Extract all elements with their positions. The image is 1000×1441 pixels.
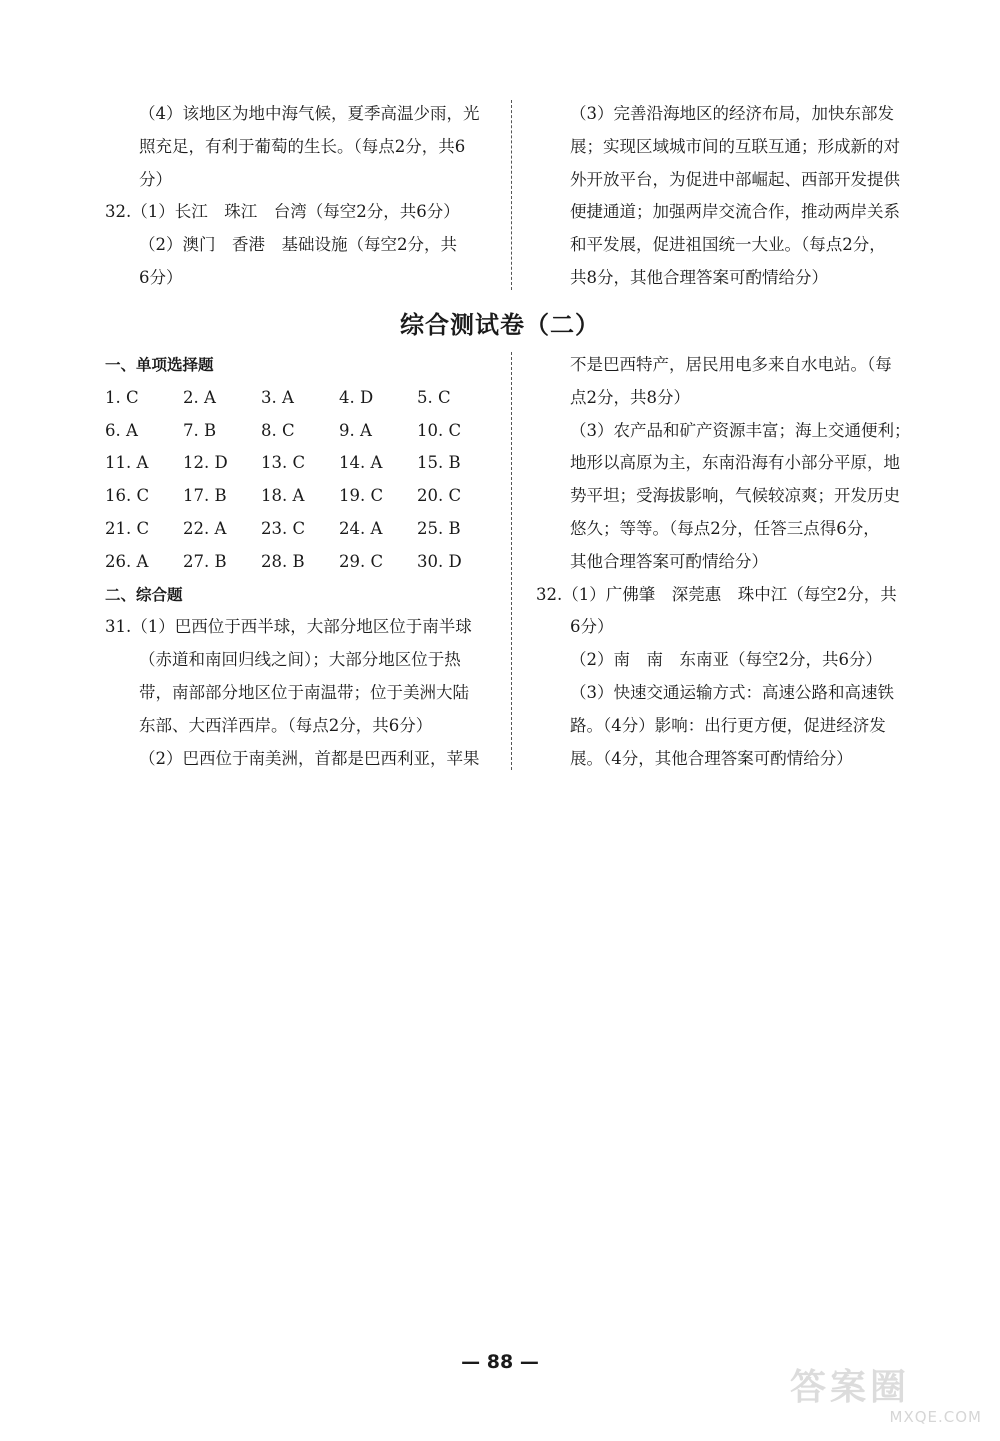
answer-line: 悠久；等等。（每点2分，任答三点得6分， [570, 518, 880, 538]
page-number: — 88 — [461, 1351, 539, 1373]
answer-line: 带，南部部分地区位于南温带；位于美洲大陆 [139, 682, 469, 702]
mc-answer: 27. B [183, 551, 227, 571]
answer-line-q31-2: （2）巴西位于南美洲，首都是巴西利亚，苹果 [139, 748, 480, 768]
mc-answer: 5. C [417, 387, 451, 407]
answer-line: 不是巴西特产，居民用电多来自水电站。（每 [570, 355, 892, 374]
answer-line-q32-1: 32.（1）广佛肇 深莞惠 珠中江（每空2分，共 [536, 584, 897, 604]
mc-answer: 16. C [105, 486, 150, 506]
top-left-column [105, 98, 497, 295]
mc-answer: 7. B [183, 420, 217, 440]
mc-answer: 4. D [339, 387, 374, 407]
mc-answer-grid [105, 382, 497, 579]
section-heading-comprehensive: 二、综合题 [105, 585, 183, 604]
mc-answer: 15. B [417, 453, 461, 473]
answer-line: 东部、大西洋西岸。（每点2分，共6分） [139, 715, 433, 735]
answer-line-q32-1: 32.（1）长江 珠江 台湾（每空2分，共6分） [105, 202, 460, 222]
mc-answer: 6. A [105, 420, 138, 440]
watermark-url: MXQE.COM [889, 1408, 982, 1426]
mc-answer: 24. A [339, 518, 383, 538]
mc-answer: 25. B [417, 518, 461, 538]
answer-line: 分） [139, 169, 172, 189]
answer-line-q32-3: （3）快速交通运输方式：高速公路和高速铁 [570, 682, 894, 702]
mc-answer: 20. C [417, 486, 462, 506]
answer-line: 展。（4分，其他合理答案可酌情给分） [570, 748, 853, 768]
mc-answer: 30. D [417, 551, 462, 571]
answer-line: 6分） [139, 267, 183, 287]
answer-line: 外开放平台，为促进中部崛起、西部开发提供 [570, 169, 900, 189]
answer-line: 点2分，共8分） [570, 387, 690, 407]
answer-line: 路。（4分）影响：出行更方便，促进经济发 [570, 715, 886, 735]
column-divider-bottom [511, 352, 512, 770]
answer-line-q32-2: （2）南 南 东南亚（每空2分，共6分） [570, 650, 882, 670]
section-heading-mc: 一、单项选择题 [105, 356, 214, 374]
mc-answer: 1. C [105, 387, 139, 407]
mc-answer: 8. C [261, 420, 295, 440]
mc-answer: 14. A [339, 453, 383, 473]
answer-line: 6分） [570, 617, 614, 637]
mc-answer: 12. D [183, 453, 228, 473]
answer-line-q31-1: 31.（1）巴西位于西半球，大部分地区位于南半球 [105, 617, 472, 637]
test-title: 综合测试卷（二） [400, 311, 600, 339]
column-divider-top [511, 100, 512, 290]
answer-line: 共8分，其他合理答案可酌情给分） [570, 267, 828, 287]
mc-answer: 10. C [417, 420, 462, 440]
mc-answer: 29. C [339, 551, 384, 571]
answer-line: （4）该地区为地中海气候，夏季高温少雨，光 [139, 104, 480, 123]
watermark-text: 答案圈 [790, 1367, 911, 1408]
answer-line: 展；实现区域城市间的互联互通；形成新的对 [570, 136, 900, 156]
mc-answer: 3. A [261, 387, 294, 407]
mc-answer: 2. A [183, 387, 216, 407]
mc-answer: 13. C [261, 453, 306, 473]
mc-answer: 23. C [261, 518, 306, 538]
answer-line: 地形以高原为主，东南沿海有小部分平原，地 [570, 453, 900, 473]
answer-line: 便捷通道；加强两岸交流合作，推动两岸关系 [570, 202, 900, 222]
mc-answer: 28. B [261, 551, 305, 571]
bottom-left-column [105, 349, 497, 775]
answer-line-q32-2: （2）澳门 香港 基础设施（每空2分，共 [139, 235, 457, 255]
answer-line: 照充足，有利于葡萄的生长。（每点2分，共6 [139, 136, 466, 156]
mc-answer: 11. A [105, 453, 149, 473]
mc-answer: 17. B [183, 486, 227, 506]
mc-answer: 26. A [105, 551, 149, 571]
mc-answer: 21. C [105, 518, 150, 538]
answer-line: （3）完善沿海地区的经济布局，加快东部发 [570, 104, 894, 123]
answer-line: （3）农产品和矿产资源丰富；海上交通便利； [570, 420, 911, 440]
answer-line: 势平坦；受海拔影响，气候较凉爽；开发历史 [570, 486, 900, 506]
answer-line: 和平发展，促进祖国统一大业。（每点2分， [570, 235, 886, 255]
mc-answer: 19. C [339, 486, 384, 506]
watermark-logo [790, 1368, 990, 1434]
answer-line: （赤道和南回归线之间）；大部分地区位于热 [139, 650, 461, 670]
mc-answer: 22. A [183, 518, 227, 538]
mc-answer: 18. A [261, 486, 305, 506]
bottom-right-column [536, 349, 918, 775]
top-right-column [536, 98, 918, 295]
answer-line: 其他合理答案可酌情给分） [570, 551, 768, 571]
mc-answer: 9. A [339, 420, 372, 440]
